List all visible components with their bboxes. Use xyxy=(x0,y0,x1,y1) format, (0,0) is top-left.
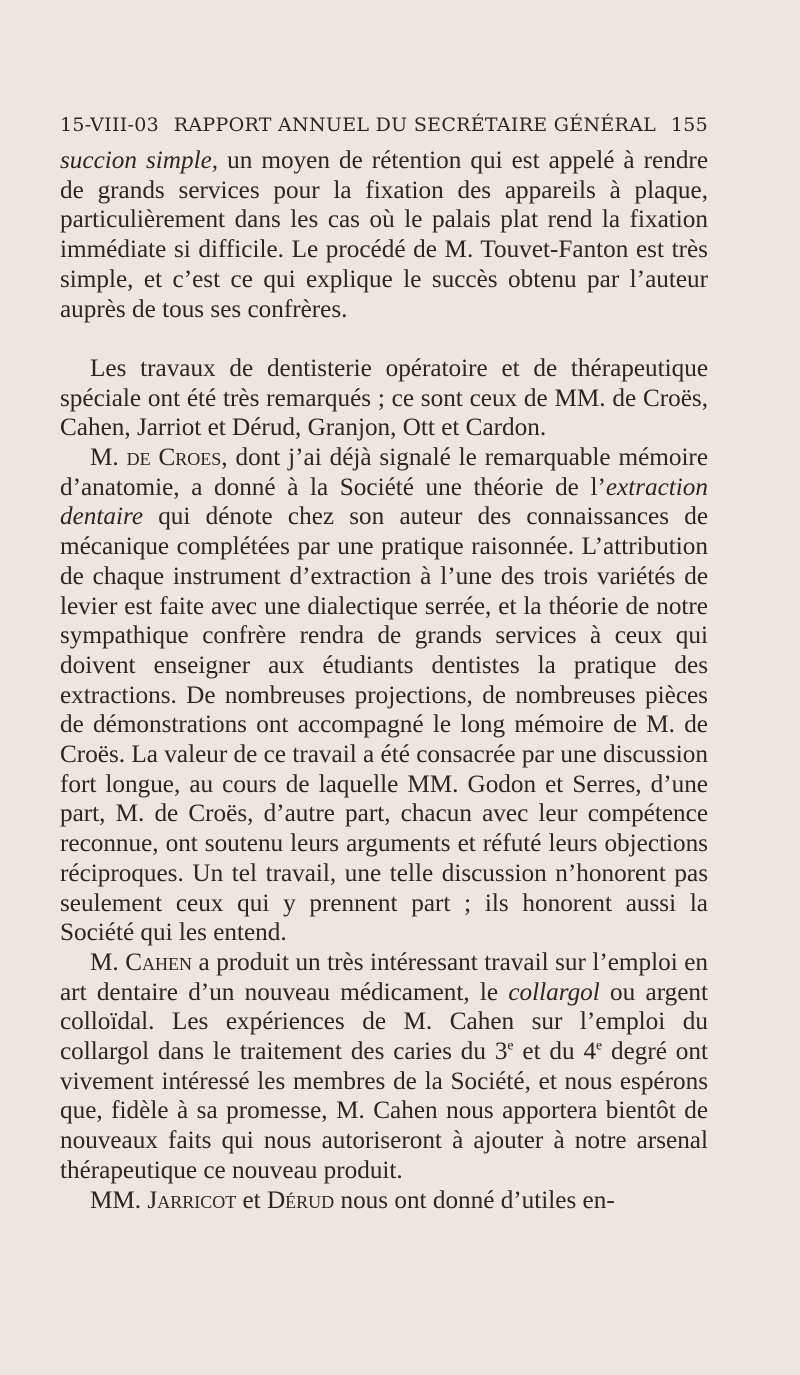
paragraph-3 xyxy=(60,443,708,948)
body-text xyxy=(60,146,708,1215)
paragraph-text: qui dénote chez son auteur des connaissances de mécanique complétées par une pratique raisonnée. L’attribution de chaque instrument d’extraction à l’une des trois variétés de levier est faite avec une dialectique serrée, et la théorie de notre sympathique confrère rendra de grands services à ceux qui doivent enseigner aux étudiants dentistes la pratique des extractions. De nombreuses projections, de nombreuses pièces de démonstrations ont accompagné le long mémoire de M. de Croës. La valeur de ce travail a été consacrée par une discussion fort longue, au cours de laquelle MM. Godon et Serres, d’une part, M. de Croës, d’autre part, chacun avec leur compétence reconnue, ont soutenu leurs arguments et réfuté leurs objections réciproques. Un tel travail, une telle discussion n’honorent pas seulement ceux qui y prennent part ; ils honorent aussi la Société qui les entend. xyxy=(60,503,708,947)
paragraph-text: , dont j’ai déjà signalé le remarquable mémoire d’anatomie, a donné à la Société une théorie de l’ xyxy=(60,444,709,501)
paragraph-prefix: M. xyxy=(90,948,126,976)
paragraph-text: un moyen de rétention qui est appelé à rendre de grands services pour la fixation des appareils à plaque, particulièrement dans les cas où le palais plat rend la fixation immédiate si difficile. Le procédé de M. Touvet-Fanton est très simple, et c’est ce qui explique le succès obtenu par l’auteur auprès de tous ses confrères. xyxy=(60,147,708,323)
paragraph-gap xyxy=(60,324,708,354)
italic-term: succion simple, xyxy=(60,147,219,174)
paragraph-prefix: MM. xyxy=(90,1186,148,1214)
paragraph-prefix: M. xyxy=(90,444,127,472)
author-name: Cahen xyxy=(125,948,192,976)
superscript: e xyxy=(596,1037,603,1053)
author-name: Jarricot xyxy=(147,1186,237,1214)
paragraph-text: nous ont donné d’utiles en- xyxy=(334,1186,615,1214)
italic-term: collargol xyxy=(508,978,600,1006)
page-number: 155 xyxy=(670,114,708,136)
paragraph-text: et xyxy=(236,1186,267,1214)
running-head xyxy=(60,112,708,138)
header-date: 15-VIII-03 xyxy=(60,114,160,136)
italic-term: extraction dentaire xyxy=(60,473,708,531)
author-name: Dérud xyxy=(266,1186,335,1214)
paragraph-text: degré ont vivement intéressé les membres de la Société, et nous espérons que, fidèle à sa promesse, M. Cahen nous apportera bientôt de nouveaux faits qui nous autoriseront à ajouter à notre arsenal thérapeutique ce nouveau produit. xyxy=(60,1038,708,1184)
paragraph-5 xyxy=(60,1186,708,1216)
paragraph-2 xyxy=(60,354,708,443)
paragraph-1 xyxy=(60,146,708,324)
paragraph-text: ou argent colloïdal. Les expériences de M. Cahen sur l’emploi du collargol dans le traitement des caries du 3 xyxy=(60,978,708,1066)
paragraph-text: Les travaux de dentisterie opératoire et de thérapeutique spéciale ont été très remarqués ; ce sont ceux de MM. de Croës, Cahen, Jarriot et Dérud, Granjon, Ott et Cardon. xyxy=(60,354,708,442)
paragraph-text: et du 4 xyxy=(513,1038,597,1066)
paragraph-text: a produit un très intéressant travail sur l’emploi en art dentaire d’un nouveau médicament, le xyxy=(60,948,708,1006)
superscript: e xyxy=(507,1037,514,1053)
paragraph-4 xyxy=(60,948,708,1186)
header-title: RAPPORT ANNUEL DU SECRÉTAIRE GÉNÉRAL xyxy=(173,114,657,136)
author-name: de Croes xyxy=(126,444,222,472)
